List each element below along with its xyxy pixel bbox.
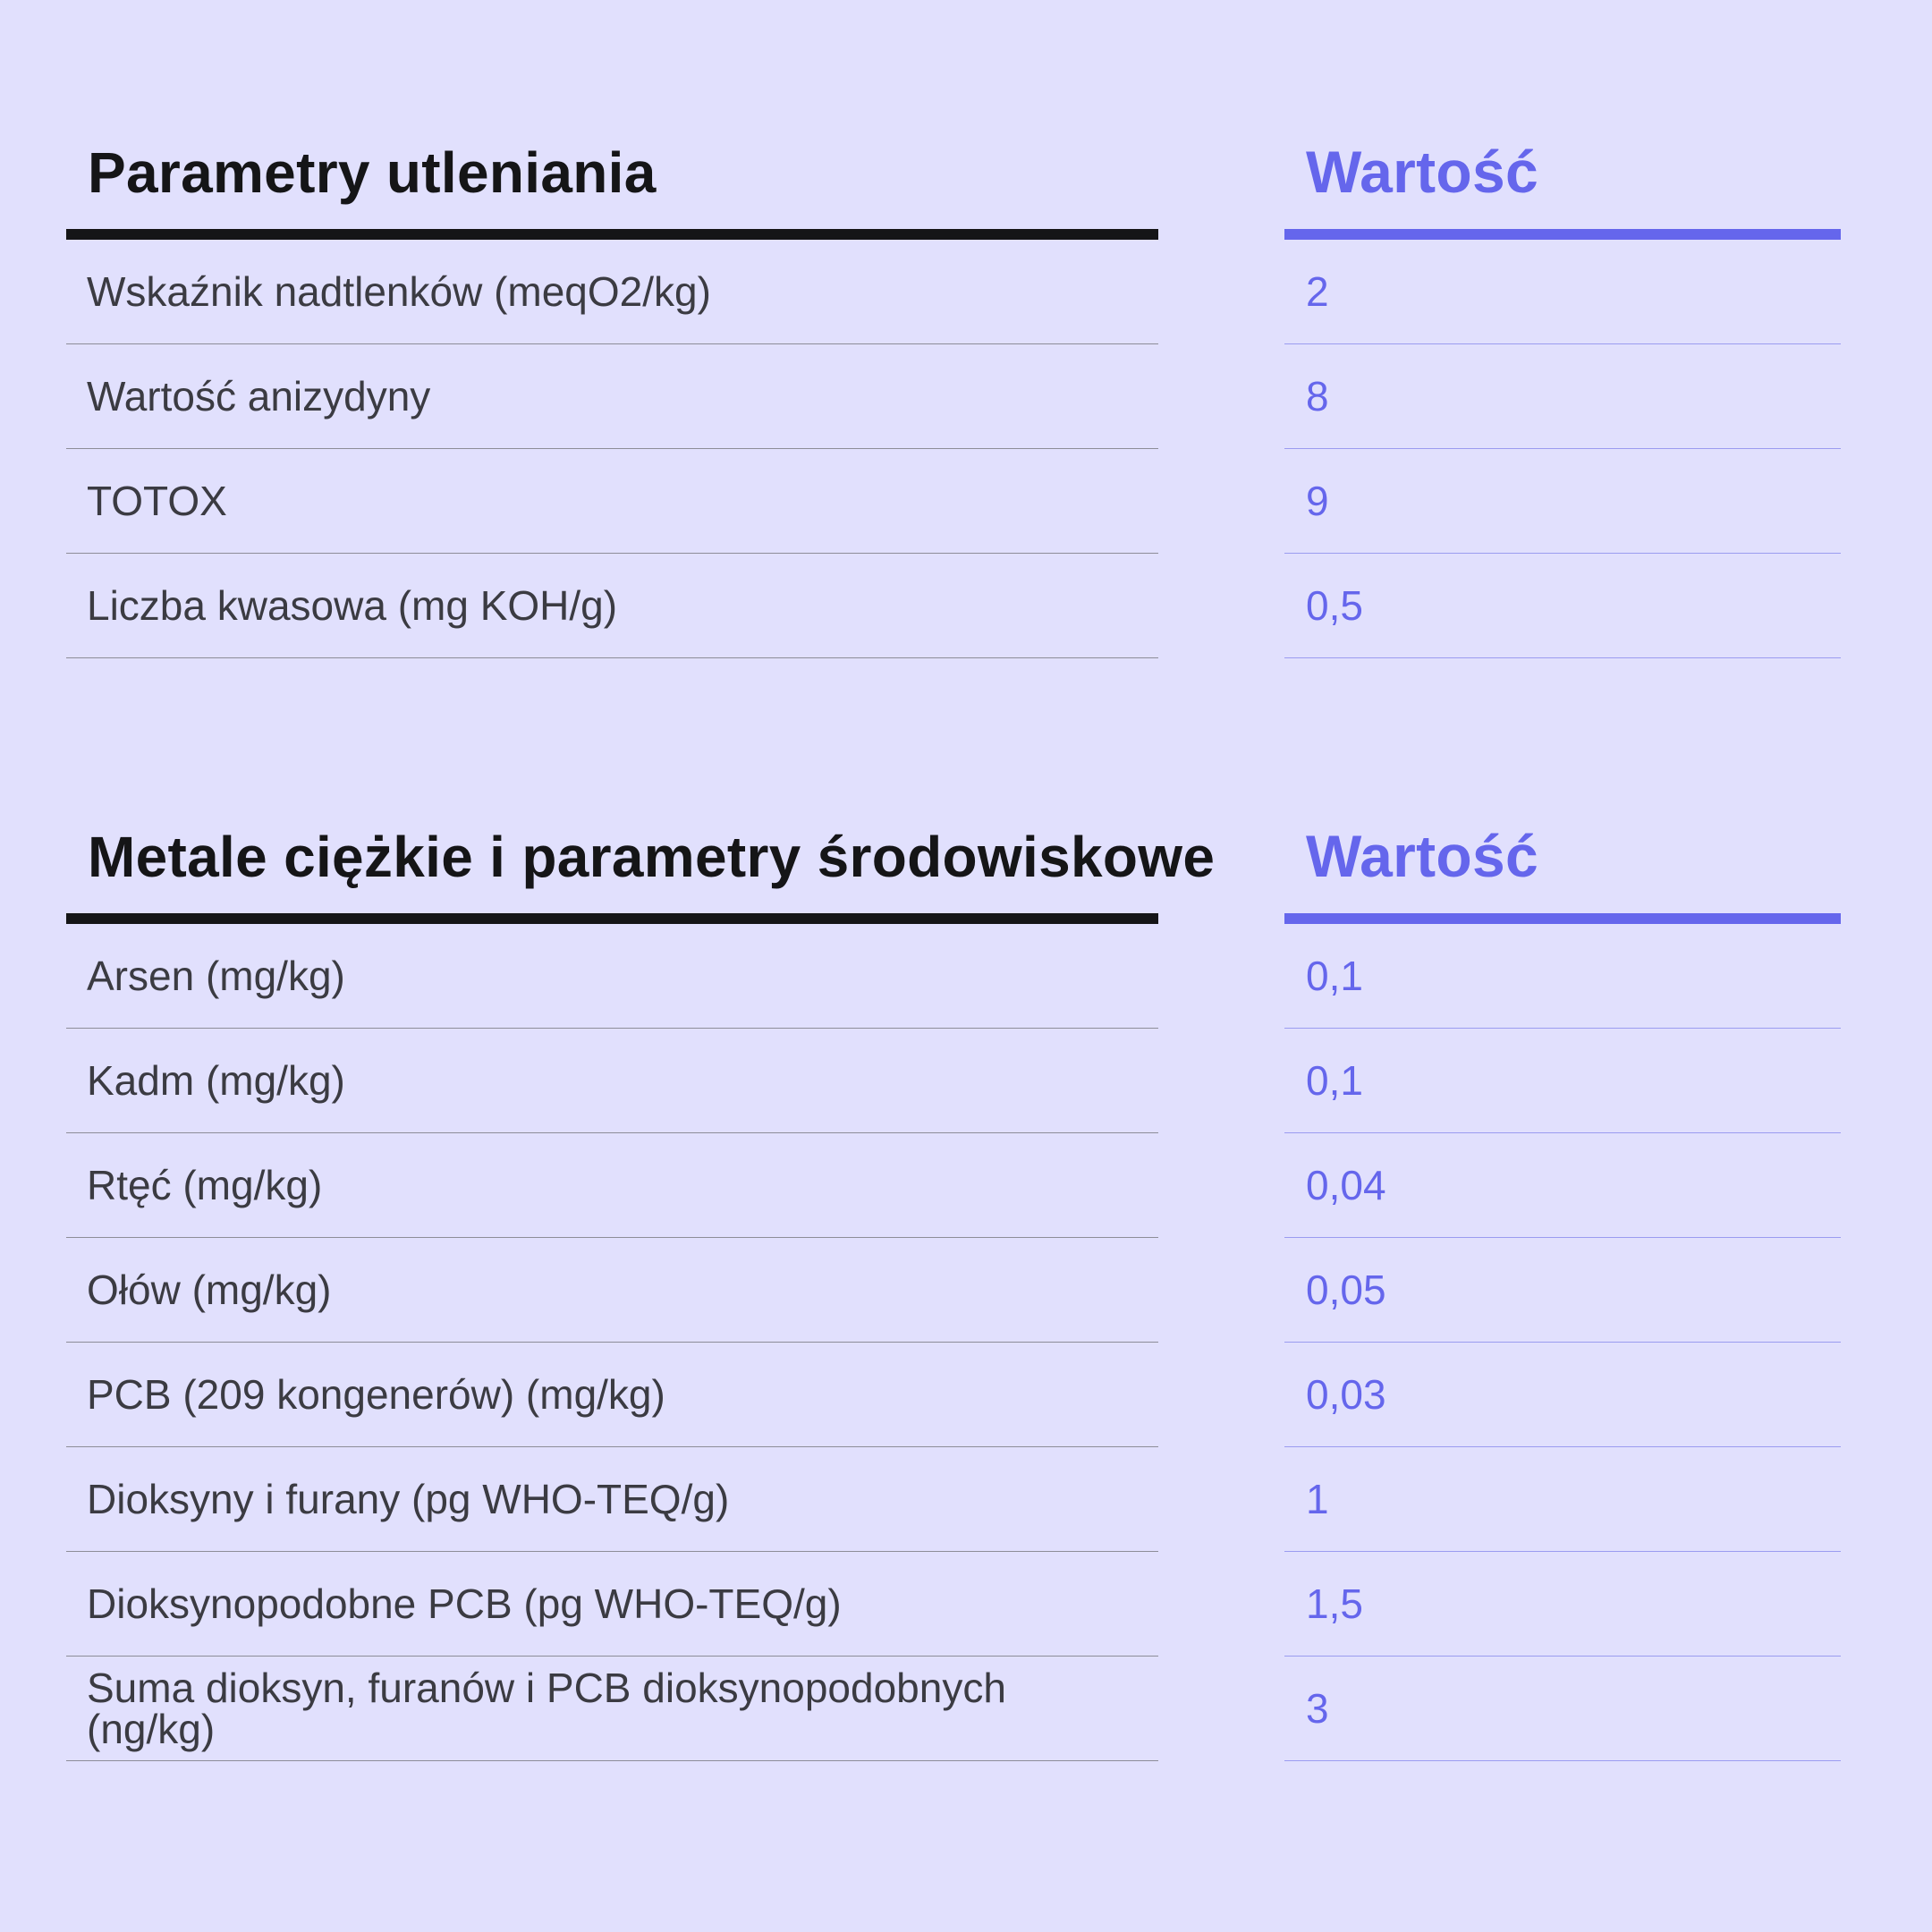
table-row [1284,240,1841,344]
parameter-value: 1,5 [1306,1580,1363,1627]
parameter-label: Arsen (mg/kg) [87,953,345,999]
parameter-value: 2 [1306,268,1329,315]
parameter-value: 0,1 [1306,1057,1363,1104]
parameter-label: Liczba kwasowa (mg KOH/g) [87,582,618,629]
table-row [66,1552,1158,1657]
table-row [66,1447,1158,1552]
parameter-value: 0,1 [1306,953,1363,999]
value-header [1284,818,1841,924]
parameter-label: TOTOX [87,478,227,524]
value-column [1284,818,1841,1761]
parameter-label: Kadm (mg/kg) [87,1057,345,1104]
parameter-label: Ołów (mg/kg) [87,1267,332,1313]
table-row [1284,1133,1841,1238]
parameter-label: Rtęć (mg/kg) [87,1162,323,1208]
table-row [66,240,1158,344]
value-header [1284,134,1841,240]
table-row [66,344,1158,449]
parameter-value: 0,5 [1306,582,1363,629]
table-row [1284,344,1841,449]
section-title: Parametry utleniania [88,140,657,205]
parameter-label: Wskaźnik nadtlenków (meqO2/kg) [87,268,711,315]
parameter-column [66,818,1216,1761]
table-row [1284,1657,1841,1761]
value-header-title: Wartość [1306,139,1539,205]
table-row [1284,1238,1841,1343]
section-title: Metale ciężkie i parametry środowiskowe [88,825,1216,889]
parameter-header [66,134,1158,240]
parameter-value: 9 [1306,478,1329,524]
parameter-column [66,134,1158,658]
parameter-header [66,818,1216,924]
table-row [1284,924,1841,1029]
parameter-value: 8 [1306,373,1329,419]
parameter-label: Suma dioksyn, furanów i PCB dioksynopodobnych (ng/kg) [87,1665,1006,1752]
table-row [66,924,1158,1029]
table-row [66,1657,1158,1761]
table-row [66,1133,1158,1238]
parameter-label: Dioksynopodobne PCB (pg WHO-TEQ/g) [87,1580,842,1627]
table-row [66,449,1158,554]
parameter-value: 0,04 [1306,1162,1386,1208]
parameter-value: 3 [1306,1685,1329,1732]
table-row [66,1029,1158,1133]
table-row [1284,1343,1841,1447]
parameter-label: Dioksyny i furany (pg WHO-TEQ/g) [87,1476,730,1522]
table-row [66,554,1158,658]
parameter-value: 0,03 [1306,1371,1386,1418]
parameter-label: PCB (209 kongenerów) (mg/kg) [87,1371,665,1418]
value-column [1284,134,1841,658]
table-row [66,1238,1158,1343]
table-row [1284,1447,1841,1552]
table-row [66,1343,1158,1447]
parameter-value: 1 [1306,1476,1329,1522]
value-header-title: Wartość [1306,823,1539,889]
table-row [1284,1552,1841,1657]
parameter-value: 0,05 [1306,1267,1386,1313]
parameter-label: Wartość anizydyny [87,373,431,419]
table-row [1284,1029,1841,1133]
table-row [1284,449,1841,554]
table-row [1284,554,1841,658]
